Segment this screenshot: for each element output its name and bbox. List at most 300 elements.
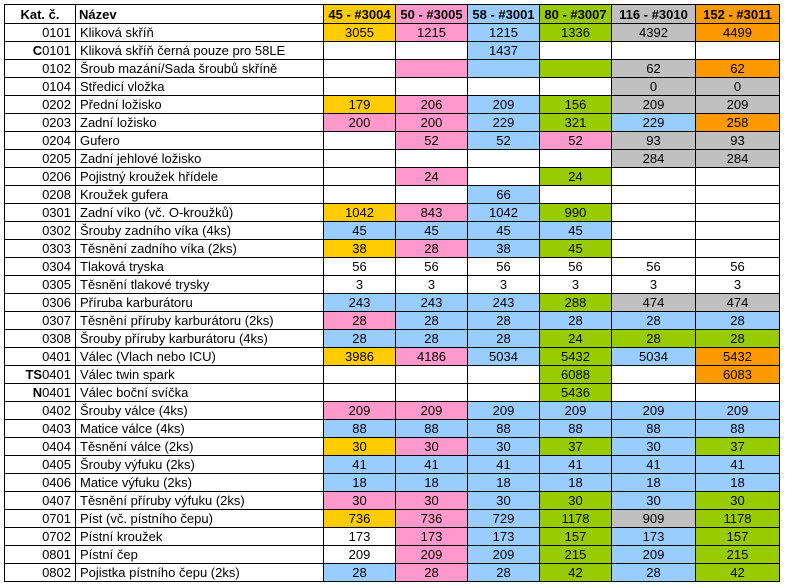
price-cell: 200 — [324, 114, 396, 132]
price-cell: 30 — [540, 492, 612, 510]
price-cell: 209 — [468, 402, 540, 420]
part-name-cell: Šrouby výfuku (2ks) — [76, 456, 324, 474]
price-cell: 30 — [396, 438, 468, 456]
price-cell: 41 — [324, 456, 396, 474]
part-number-cell — [5, 42, 76, 60]
part-code: 0206 — [42, 169, 71, 184]
price-cell: 156 — [540, 96, 612, 114]
price-cell — [696, 186, 780, 204]
table-row — [5, 114, 780, 132]
price-cell: 66 — [468, 186, 540, 204]
price-cell: 3986 — [324, 348, 396, 366]
price-cell: 6083 — [696, 366, 780, 384]
price-cell: 229 — [612, 114, 696, 132]
price-cell: 209 — [612, 96, 696, 114]
part-prefix: TS — [25, 367, 43, 382]
part-name-cell: Těsnění tlakové trysky — [76, 276, 324, 294]
part-name-cell: Pístní čep — [76, 546, 324, 564]
part-name-cell: Kliková skříň — [76, 24, 324, 42]
price-cell: 243 — [468, 294, 540, 312]
part-number-cell — [5, 456, 76, 474]
table-row — [5, 474, 780, 492]
price-cell: 157 — [540, 528, 612, 546]
price-cell — [468, 366, 540, 384]
part-name-cell: Válec twin spark — [76, 366, 324, 384]
price-cell: 206 — [396, 96, 468, 114]
price-cell — [396, 42, 468, 60]
price-cell: 18 — [324, 474, 396, 492]
price-cell — [540, 78, 612, 96]
table-row — [5, 24, 780, 42]
price-cell: 88 — [468, 420, 540, 438]
price-cell: 729 — [468, 510, 540, 528]
price-cell: 990 — [540, 204, 612, 222]
price-cell: 45 — [324, 222, 396, 240]
part-code: 0802 — [42, 565, 71, 580]
price-cell: 3 — [540, 276, 612, 294]
price-cell — [324, 384, 396, 402]
price-cell: 30 — [612, 492, 696, 510]
price-cell: 28 — [324, 564, 396, 582]
part-number-cell — [5, 366, 76, 384]
price-cell — [540, 186, 612, 204]
part-prefix: N — [32, 385, 43, 400]
part-number-cell — [5, 204, 76, 222]
price-cell: 0 — [612, 78, 696, 96]
part-number-cell — [5, 240, 76, 258]
price-cell: 209 — [612, 402, 696, 420]
price-cell — [696, 222, 780, 240]
price-cell: 3055 — [324, 24, 396, 42]
price-cell: 5034 — [468, 348, 540, 366]
price-cell: 28 — [324, 312, 396, 330]
price-cell: 45 — [540, 240, 612, 258]
price-cell: 41 — [468, 456, 540, 474]
part-code: 0208 — [42, 187, 71, 202]
part-number-cell — [5, 78, 76, 96]
part-number-cell — [5, 276, 76, 294]
price-cell: 37 — [696, 438, 780, 456]
price-cell: 30 — [468, 438, 540, 456]
price-cell — [468, 78, 540, 96]
price-cell: 56 — [324, 258, 396, 276]
price-cell: 93 — [612, 132, 696, 150]
part-code: 0303 — [42, 241, 71, 256]
table-row — [5, 276, 780, 294]
table-row — [5, 78, 780, 96]
part-name-cell: Zadní jehlové ložisko — [76, 150, 324, 168]
price-cell: 209 — [396, 402, 468, 420]
price-cell: 37 — [540, 438, 612, 456]
price-cell: 28 — [396, 564, 468, 582]
price-cell: 18 — [396, 474, 468, 492]
part-name-cell: Těsnění zadního víka (2ks) — [76, 240, 324, 258]
price-cell — [612, 366, 696, 384]
header-kat: Kat. č. — [5, 5, 76, 24]
price-cell: 30 — [696, 492, 780, 510]
price-cell: 88 — [612, 420, 696, 438]
header-name: Název — [76, 5, 324, 24]
price-cell — [540, 150, 612, 168]
price-cell: 28 — [612, 312, 696, 330]
part-name-cell: Těsnění příruby karburátoru (2ks) — [76, 312, 324, 330]
table-row — [5, 384, 780, 402]
part-code: 0305 — [42, 277, 71, 292]
part-name-cell: Kliková skříň černá pouze pro 58LE — [76, 42, 324, 60]
price-cell: 209 — [468, 546, 540, 564]
price-cell: 3 — [396, 276, 468, 294]
part-number-cell — [5, 564, 76, 582]
price-cell: 5432 — [696, 348, 780, 366]
part-name-cell: Pojistka pístního čepu (2ks) — [76, 564, 324, 582]
price-cell — [396, 186, 468, 204]
price-cell — [468, 384, 540, 402]
part-name-cell: Zadní víko (vč. O-kroužků) — [76, 204, 324, 222]
price-cell: 52 — [540, 132, 612, 150]
price-cell: 45 — [540, 222, 612, 240]
part-name-cell: Matice válce (4ks) — [76, 420, 324, 438]
table-row — [5, 96, 780, 114]
part-name-cell: Šrouby příruby karburátoru (4ks) — [76, 330, 324, 348]
part-name-cell: Píst (vč. pístního čepu) — [76, 510, 324, 528]
part-name-cell: Gufero — [76, 132, 324, 150]
price-cell: 42 — [696, 564, 780, 582]
price-cell: 209 — [468, 96, 540, 114]
part-code: 0307 — [42, 313, 71, 328]
price-cell: 209 — [696, 402, 780, 420]
price-cell: 18 — [696, 474, 780, 492]
part-number-cell — [5, 60, 76, 78]
part-name-cell: Matice výfuku (2ks) — [76, 474, 324, 492]
part-name-cell: Středicí vložka — [76, 78, 324, 96]
price-cell: 18 — [468, 474, 540, 492]
table-row — [5, 204, 780, 222]
part-number-cell — [5, 96, 76, 114]
table-row — [5, 348, 780, 366]
header-col-5: 116 - #3010 — [612, 5, 696, 24]
part-code: 0205 — [42, 151, 71, 166]
price-cell: 4392 — [612, 24, 696, 42]
price-cell: 24 — [396, 168, 468, 186]
price-cell: 18 — [540, 474, 612, 492]
part-name-cell: Přední ložisko — [76, 96, 324, 114]
part-number-cell — [5, 528, 76, 546]
price-cell: 28 — [396, 240, 468, 258]
header-col-3: 58 - #3001 — [468, 5, 540, 24]
price-cell: 209 — [696, 96, 780, 114]
part-number-cell — [5, 114, 76, 132]
price-cell: 45 — [396, 222, 468, 240]
table-row — [5, 402, 780, 420]
price-cell: 24 — [540, 168, 612, 186]
table-row — [5, 294, 780, 312]
header-row — [5, 5, 780, 24]
price-cell: 30 — [324, 438, 396, 456]
price-cell — [324, 42, 396, 60]
price-cell: 28 — [696, 312, 780, 330]
price-cell: 88 — [396, 420, 468, 438]
part-number-cell — [5, 150, 76, 168]
price-cell: 28 — [468, 312, 540, 330]
price-cell: 88 — [324, 420, 396, 438]
part-code: 0407 — [42, 493, 71, 508]
price-cell — [612, 240, 696, 258]
part-code: 0403 — [42, 421, 71, 436]
price-cell — [696, 42, 780, 60]
price-cell: 4186 — [396, 348, 468, 366]
price-cell — [324, 168, 396, 186]
price-cell: 56 — [468, 258, 540, 276]
price-cell: 18 — [612, 474, 696, 492]
part-name-cell: Šroub mazání/Sada šroubů skříně — [76, 60, 324, 78]
price-cell: 173 — [612, 528, 696, 546]
part-number-cell — [5, 258, 76, 276]
part-number-cell — [5, 438, 76, 456]
part-code: 0304 — [42, 259, 71, 274]
price-cell: 3 — [612, 276, 696, 294]
price-cell: 28 — [612, 330, 696, 348]
price-cell: 3 — [468, 276, 540, 294]
price-cell — [324, 150, 396, 168]
price-cell: 3 — [324, 276, 396, 294]
price-cell — [396, 150, 468, 168]
parts-price-table — [4, 4, 780, 582]
part-name-cell: Těsnění válce (2ks) — [76, 438, 324, 456]
price-cell — [396, 384, 468, 402]
price-cell: 38 — [468, 240, 540, 258]
price-cell: 1178 — [540, 510, 612, 528]
price-cell: 30 — [468, 492, 540, 510]
price-cell: 736 — [324, 510, 396, 528]
price-cell — [612, 222, 696, 240]
price-cell — [696, 384, 780, 402]
price-cell: 28 — [324, 330, 396, 348]
table-row — [5, 546, 780, 564]
part-code: 0308 — [42, 331, 71, 346]
price-cell: 209 — [540, 402, 612, 420]
part-name-cell: Válec boční svíčka — [76, 384, 324, 402]
part-code: 0702 — [42, 529, 71, 544]
part-number-cell — [5, 132, 76, 150]
part-number-cell — [5, 492, 76, 510]
part-name-cell: Šrouby válce (4ks) — [76, 402, 324, 420]
part-name-cell: Tlaková tryska — [76, 258, 324, 276]
part-number-cell — [5, 294, 76, 312]
price-cell: 209 — [324, 402, 396, 420]
part-name-cell: Kroužek gufera — [76, 186, 324, 204]
price-cell — [396, 60, 468, 78]
price-cell: 24 — [540, 330, 612, 348]
table-row — [5, 492, 780, 510]
part-number-cell — [5, 24, 76, 42]
price-cell: 56 — [540, 258, 612, 276]
part-name-cell: Pístní kroužek — [76, 528, 324, 546]
part-name-cell: Šrouby zadního víka (4ks) — [76, 222, 324, 240]
price-cell: 1215 — [396, 24, 468, 42]
price-cell: 28 — [696, 330, 780, 348]
price-cell — [612, 384, 696, 402]
part-number-cell — [5, 384, 76, 402]
price-cell: 258 — [696, 114, 780, 132]
part-code: 0306 — [42, 295, 71, 310]
header-col-6: 152 - #3011 — [696, 5, 780, 24]
part-name-cell: Zadní ložisko — [76, 114, 324, 132]
price-cell: 209 — [612, 546, 696, 564]
price-cell: 4499 — [696, 24, 780, 42]
table-row — [5, 456, 780, 474]
price-cell — [612, 168, 696, 186]
price-cell: 173 — [396, 528, 468, 546]
price-cell — [612, 186, 696, 204]
part-code: 0202 — [42, 97, 71, 112]
part-code: 0204 — [42, 133, 71, 148]
part-number-cell — [5, 402, 76, 420]
header-col-4: 80 - #3007 — [540, 5, 612, 24]
part-prefix: C — [32, 43, 43, 58]
price-cell: 5432 — [540, 348, 612, 366]
price-cell: 284 — [696, 150, 780, 168]
price-cell: 1437 — [468, 42, 540, 60]
price-cell — [612, 204, 696, 222]
price-cell: 1215 — [468, 24, 540, 42]
price-cell: 0 — [696, 78, 780, 96]
price-cell — [396, 366, 468, 384]
price-cell: 30 — [612, 438, 696, 456]
table-row — [5, 222, 780, 240]
price-cell: 474 — [696, 294, 780, 312]
price-cell: 157 — [696, 528, 780, 546]
price-cell: 62 — [612, 60, 696, 78]
price-cell: 41 — [396, 456, 468, 474]
part-code: 0402 — [42, 403, 71, 418]
price-cell — [612, 42, 696, 60]
part-number-cell — [5, 168, 76, 186]
table-row — [5, 150, 780, 168]
price-cell: 41 — [612, 456, 696, 474]
price-cell: 1178 — [696, 510, 780, 528]
part-name-cell: Válec (Vlach nebo ICU) — [76, 348, 324, 366]
price-cell — [468, 60, 540, 78]
price-cell: 28 — [468, 564, 540, 582]
price-cell: 215 — [540, 546, 612, 564]
part-code: 0801 — [42, 547, 71, 562]
price-cell: 93 — [696, 132, 780, 150]
price-cell: 200 — [396, 114, 468, 132]
price-cell — [540, 42, 612, 60]
price-cell: 321 — [540, 114, 612, 132]
part-code: 0104 — [42, 79, 71, 94]
part-number-cell — [5, 546, 76, 564]
part-number-cell — [5, 474, 76, 492]
part-number-cell — [5, 222, 76, 240]
price-cell: 56 — [696, 258, 780, 276]
price-cell — [696, 240, 780, 258]
table-row — [5, 420, 780, 438]
price-cell — [468, 168, 540, 186]
part-number-cell — [5, 420, 76, 438]
table-row — [5, 510, 780, 528]
part-code: 0405 — [42, 457, 71, 472]
price-cell: 909 — [612, 510, 696, 528]
price-cell: 38 — [324, 240, 396, 258]
price-cell: 52 — [468, 132, 540, 150]
price-cell: 88 — [696, 420, 780, 438]
price-cell: 173 — [324, 528, 396, 546]
part-code: 0401 — [42, 385, 71, 400]
price-cell — [468, 150, 540, 168]
price-cell — [324, 366, 396, 384]
table-row — [5, 312, 780, 330]
price-cell — [324, 132, 396, 150]
price-cell: 215 — [696, 546, 780, 564]
table-row — [5, 132, 780, 150]
price-cell: 5034 — [612, 348, 696, 366]
part-name-cell: Těsnění příruby výfuku (2ks) — [76, 492, 324, 510]
table-row — [5, 60, 780, 78]
part-code: 0203 — [42, 115, 71, 130]
table-row — [5, 438, 780, 456]
price-cell: 42 — [540, 564, 612, 582]
part-code: 0404 — [42, 439, 71, 454]
table-row — [5, 168, 780, 186]
price-cell — [324, 78, 396, 96]
price-cell: 179 — [324, 96, 396, 114]
price-cell — [324, 186, 396, 204]
table-row — [5, 564, 780, 582]
part-number-cell — [5, 348, 76, 366]
table-row — [5, 330, 780, 348]
price-cell: 62 — [696, 60, 780, 78]
price-cell — [324, 60, 396, 78]
price-cell: 28 — [612, 564, 696, 582]
part-code: 0101 — [42, 25, 71, 40]
price-cell: 56 — [396, 258, 468, 276]
price-cell: 28 — [468, 330, 540, 348]
price-cell — [696, 204, 780, 222]
part-code: 0406 — [42, 475, 71, 490]
price-cell: 5436 — [540, 384, 612, 402]
part-code: 0301 — [42, 205, 71, 220]
price-cell — [540, 60, 612, 78]
price-cell: 1042 — [468, 204, 540, 222]
part-number-cell — [5, 186, 76, 204]
part-name-cell: Příruba karburátoru — [76, 294, 324, 312]
price-cell: 88 — [540, 420, 612, 438]
price-cell: 284 — [612, 150, 696, 168]
price-cell: 6088 — [540, 366, 612, 384]
table-row — [5, 258, 780, 276]
part-code: 0101 — [42, 43, 71, 58]
price-cell: 30 — [324, 492, 396, 510]
header-col-1: 45 - #3004 — [324, 5, 396, 24]
price-cell: 243 — [396, 294, 468, 312]
price-cell: 3 — [696, 276, 780, 294]
price-cell: 28 — [396, 312, 468, 330]
table-row — [5, 528, 780, 546]
price-cell: 52 — [396, 132, 468, 150]
part-code: 0401 — [42, 349, 71, 364]
price-cell: 28 — [540, 312, 612, 330]
price-cell — [696, 168, 780, 186]
table-row — [5, 240, 780, 258]
price-cell: 209 — [396, 546, 468, 564]
table-body — [5, 24, 780, 582]
table-row — [5, 42, 780, 60]
price-cell: 736 — [396, 510, 468, 528]
header-col-2: 50 - #3005 — [396, 5, 468, 24]
price-cell: 173 — [468, 528, 540, 546]
part-number-cell — [5, 510, 76, 528]
